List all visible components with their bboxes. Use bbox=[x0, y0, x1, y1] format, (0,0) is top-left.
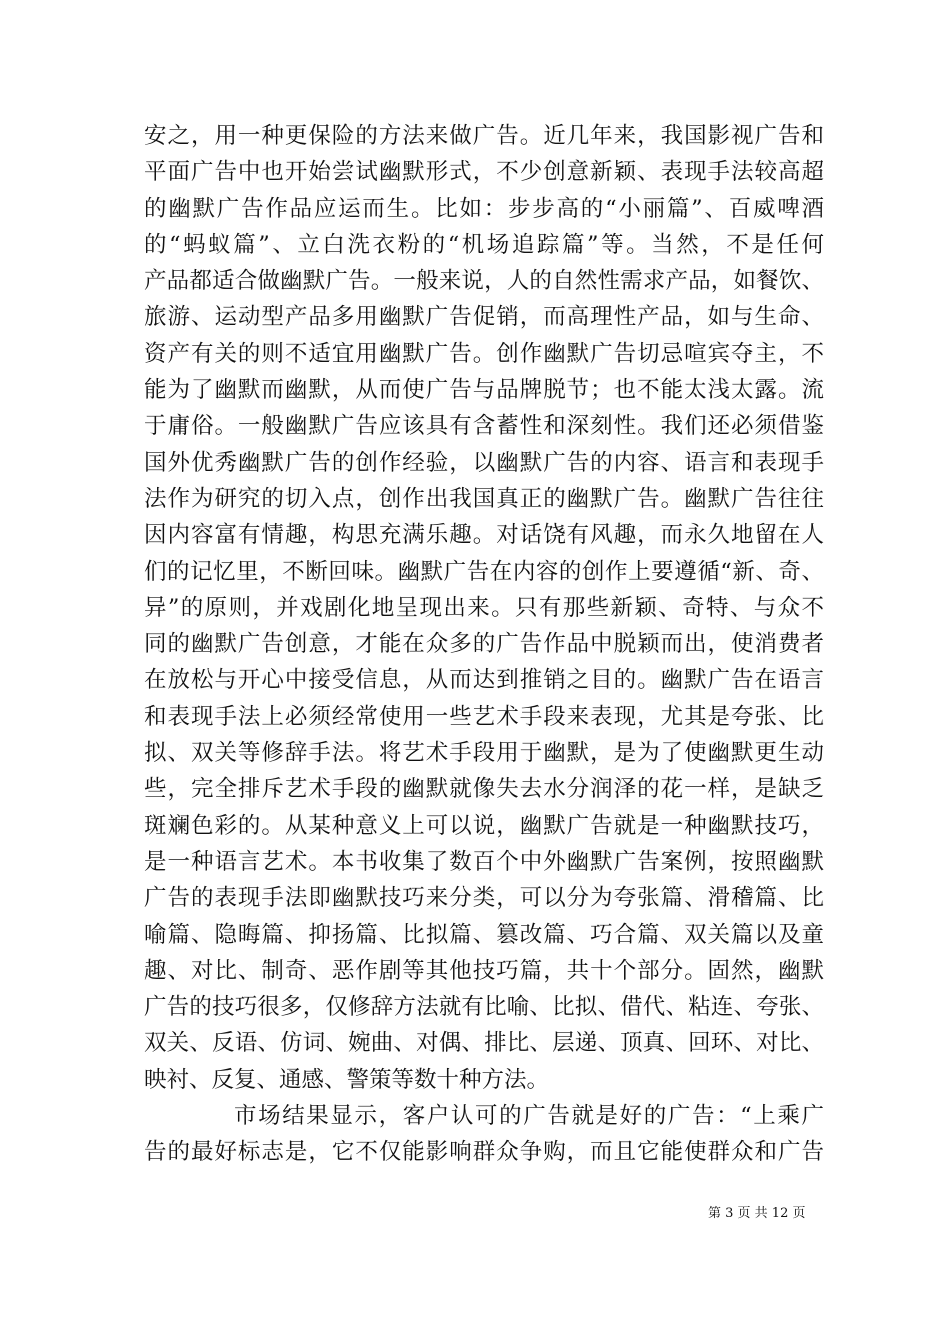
text-line: 斑斓色彩的。从某种意义上可以说，幽默广告就是一种幽默技巧， bbox=[144, 812, 824, 839]
text-line: 的幽默广告作品应运而生。比如：步步高的“小丽篇”、百威啤酒 bbox=[144, 195, 824, 222]
text-line: 的“蚂蚁篇”、立白洗衣粉的“机场追踪篇”等。当然，不是任何 bbox=[144, 231, 824, 258]
body-text bbox=[144, 118, 824, 1171]
text-line: 映衬、反复、通感、警策等数十种方法。 bbox=[144, 1066, 550, 1093]
text-line: 法作为研究的切入点，创作出我国真正的幽默广告。幽默广告往往 bbox=[144, 485, 824, 512]
text-line: 产品都适合做幽默广告。一般来说，人的自然性需求产品，如餐饮、 bbox=[144, 268, 824, 295]
text-line: 广告的表现手法即幽默技巧来分类，可以分为夸张篇、滑稽篇、比 bbox=[144, 885, 824, 912]
text-line: 告的最好标志是，它不仅能影响群众争购，而且它能使群众和广告 bbox=[144, 1139, 824, 1166]
text-line: 平面广告中也开始尝试幽默形式，不少创意新颖、表现手法较高超 bbox=[144, 159, 824, 186]
text-line: 双关、反语、仿词、婉曲、对偶、排比、层递、顶真、回环、对比、 bbox=[144, 1030, 824, 1057]
text-line: 旅游、运动型产品多用幽默广告促销，而高理性产品，如与生命、 bbox=[144, 304, 824, 331]
text-line: 广告的技巧很多，仅修辞方法就有比喻、比拟、借代、粘连、夸张、 bbox=[144, 994, 824, 1021]
text-line: 于庸俗。一般幽默广告应该具有含蓄性和深刻性。我们还必须借鉴 bbox=[144, 413, 824, 440]
text-line: 喻篇、隐晦篇、抑扬篇、比拟篇、篡改篇、巧合篇、双关篇以及童 bbox=[144, 921, 824, 948]
text-line: 安之，用一种更保险的方法来做广告。近几年来，我国影视广告和 bbox=[144, 123, 824, 149]
page-number-footer: 第 3 页 共 12 页 bbox=[708, 1206, 806, 1221]
text-line: 同的幽默广告创意，才能在众多的广告作品中脱颖而出，使消费者 bbox=[144, 631, 824, 658]
text-line: 在放松与开心中接受信息，从而达到推销之目的。幽默广告在语言 bbox=[144, 667, 824, 694]
text-line: 因内容富有情趣，构思充满乐趣。对话饶有风趣，而永久地留在人 bbox=[144, 522, 824, 549]
text-line: 拟、双关等修辞手法。将艺术手段用于幽默，是为了使幽默更生动 bbox=[144, 740, 824, 767]
text-line: 资产有关的则不适宜用幽默广告。创作幽默广告切忌喧宾夺主，不 bbox=[144, 340, 824, 367]
text-line: 国外优秀幽默广告的创作经验，以幽默广告的内容、语言和表现手 bbox=[144, 449, 824, 476]
text-line: 异”的原则，并戏剧化地呈现出来。只有那些新颖、奇特、与众不 bbox=[144, 594, 824, 621]
text-line: 是一种语言艺术。本书收集了数百个中外幽默广告案例，按照幽默 bbox=[144, 848, 824, 875]
text-line: 和表现手法上必须经常使用一些艺术手段来表现，尤其是夸张、比 bbox=[144, 703, 824, 730]
text-line: 能为了幽默而幽默，从而使广告与品牌脱节；也不能太浅太露。流 bbox=[144, 377, 824, 404]
text-line: 们的记忆里，不断回味。幽默广告在内容的创作上要遵循“新、奇、 bbox=[144, 558, 824, 585]
text-line: 趣、对比、制奇、恶作剧等其他技巧篇，共十个部分。固然，幽默 bbox=[144, 957, 824, 984]
text-line: 些，完全排斥艺术手段的幽默就像失去水分润泽的花一样，是缺乏 bbox=[144, 776, 824, 803]
text-line: 市场结果显示，客户认可的广告就是好的广告：“上乘广 bbox=[234, 1103, 824, 1130]
